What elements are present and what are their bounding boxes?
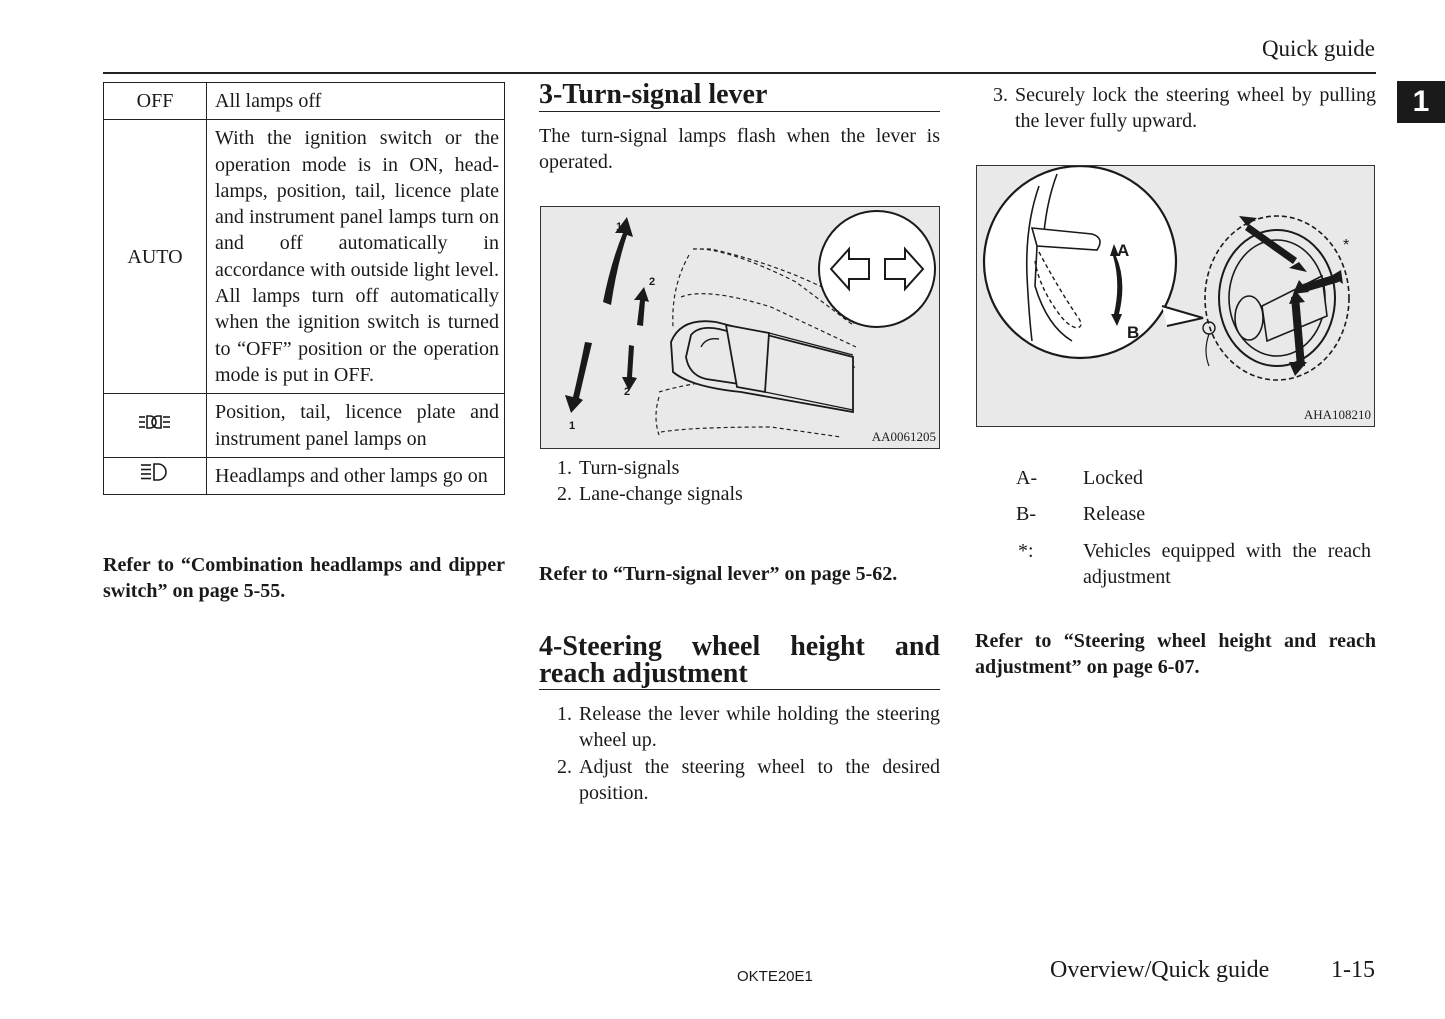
list-text: Turn-signals (579, 457, 680, 479)
table-desc-headlamp: Headlamps and other lamps go on (207, 457, 505, 494)
legend-item (976, 501, 1371, 527)
table-row (104, 83, 505, 120)
list-text: Adjust the steering wheel to the desired position. (579, 755, 940, 804)
lamp-switch-table (103, 82, 505, 495)
running-header: Quick guide (1261, 36, 1375, 61)
legend-item (976, 538, 1371, 591)
legend-text: Locked (1083, 467, 1143, 489)
steering-step-3 (993, 82, 1376, 135)
table-row (104, 120, 505, 394)
list-number: 1. (557, 703, 572, 725)
section-heading-steering: 4-Steering wheel height and reach adjustment (539, 631, 940, 689)
arrow-label-1-bottom: 1 (569, 420, 576, 432)
list-item (557, 701, 940, 754)
steering-diagram (977, 166, 1374, 426)
headlamp-icon (140, 462, 170, 482)
legend-key: A- (1016, 467, 1038, 489)
label-star: * (1343, 237, 1350, 254)
turn-signal-list (557, 455, 940, 508)
table-key-position (104, 394, 207, 458)
turn-signal-diagram (541, 207, 939, 448)
footer-code: OKTE20E1 (737, 968, 813, 985)
legend-text: Release (1083, 503, 1146, 526)
turn-signal-figure (540, 206, 940, 449)
table-desc-auto: With the ignition switch or the operation mode is in ON, headlamps, position, tail, licence plate and instrument panel lamps turn on and off automatically in accordance with outside light level. All lamps turn off automatically when the ignition switch is turned to “OFF” position or the operation mode is put in OFF. (207, 120, 505, 394)
list-number: 1. (557, 457, 572, 479)
header-rule (103, 72, 1376, 74)
list-item (557, 481, 940, 507)
refer-combination-headlamps: Refer to “Combination headlamps and dipper switch” on page 5-55. (103, 554, 505, 603)
refer-steering-adjustment: Refer to “Steering wheel height and reach adjustment” on page 6-07. (975, 630, 1376, 679)
steering-figure (976, 165, 1375, 427)
page-number: 1-15 (1331, 957, 1375, 983)
legend-item (976, 465, 1371, 491)
steering-legend (976, 465, 1371, 590)
footer-section-title: Overview/Quick guide (1050, 957, 1270, 983)
chapter-tab: 1 (1397, 81, 1445, 123)
legend-text: Vehicles equipped with the reach adjustment (1083, 539, 1371, 588)
arrow-label-2-bottom: 2 (624, 386, 631, 398)
refer-turn-signal-lever: Refer to “Turn-signal lever” on page 5-62. (539, 563, 898, 585)
list-text: Securely lock the steering wheel by pulling the lever fully upward. (1015, 84, 1376, 133)
list-text: Release the lever while holding the steering wheel up. (579, 703, 940, 752)
figure-code: AA0061205 (871, 429, 936, 444)
arrow-label-1-top: 1 (616, 221, 623, 233)
list-item (993, 82, 1376, 135)
figure-code: AHA108210 (1303, 407, 1371, 422)
steering-steps-list (557, 701, 940, 806)
list-number: 3. (993, 84, 1008, 106)
list-number: 2. (557, 483, 572, 506)
list-text: Lane-change signals (579, 483, 743, 506)
table-key-auto: AUTO (104, 120, 207, 394)
label-b: B (1127, 323, 1140, 342)
table-row (104, 457, 505, 494)
list-item (557, 455, 940, 481)
legend-key: *: (1018, 539, 1034, 562)
table-desc-off: All lamps off (207, 83, 505, 120)
list-item (557, 754, 940, 807)
arrow-label-2-top: 2 (649, 276, 656, 288)
table-desc-position: Position, tail, licence plate and instrument panel lamps on (207, 394, 505, 458)
section-heading-turn-signal: 3-Turn-signal lever (539, 82, 940, 112)
legend-key: B- (1016, 503, 1036, 526)
label-a: A (1117, 241, 1130, 260)
table-row (104, 394, 505, 458)
table-key-headlamp (104, 457, 207, 494)
turn-signal-intro: The turn-signal lamps flash when the lever is operated. (539, 125, 940, 174)
list-number: 2. (557, 755, 572, 778)
position-lamp-icon (138, 412, 172, 432)
table-key-off: OFF (104, 83, 207, 120)
